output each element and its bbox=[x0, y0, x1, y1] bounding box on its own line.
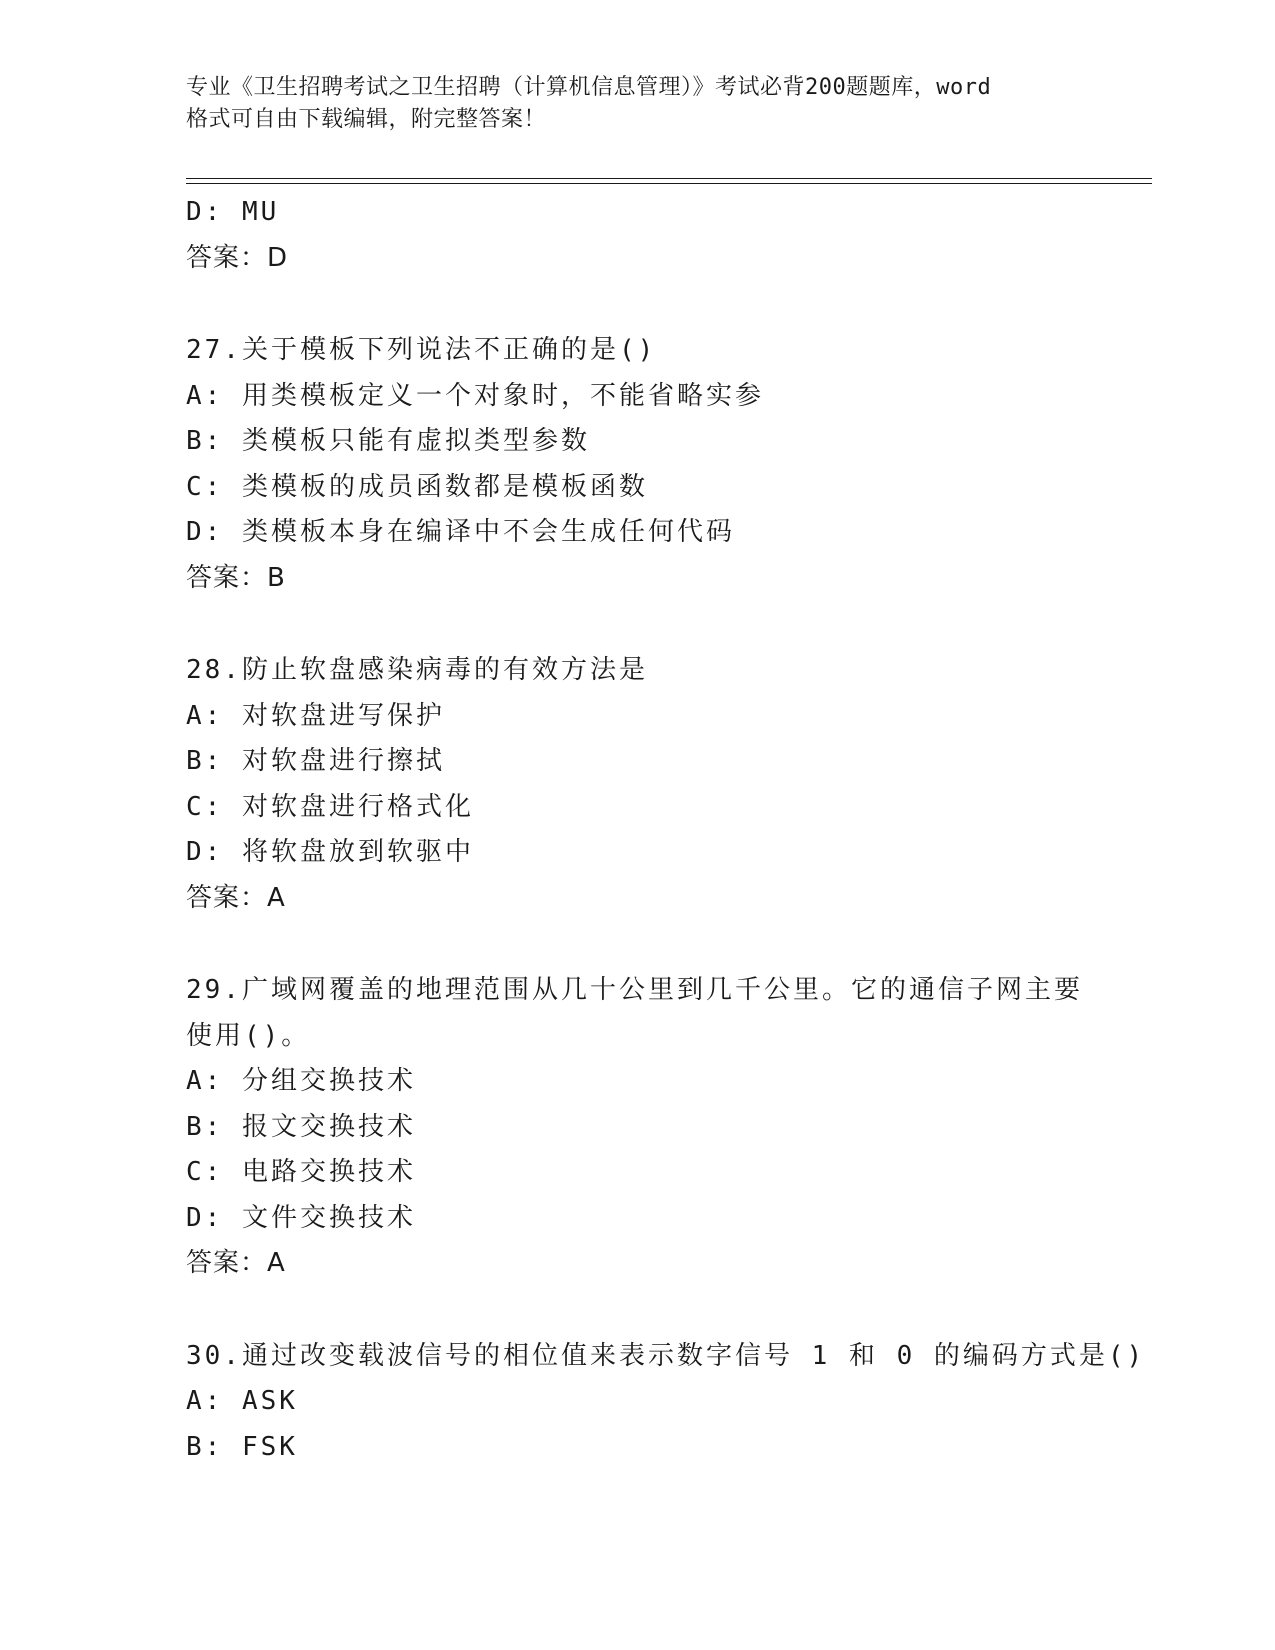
option-c: C: 电路交换技术 bbox=[186, 1157, 416, 1187]
document-body bbox=[186, 190, 1146, 1470]
question-stem: 30.通过改变载波信号的相位值来表示数字信号 1 和 0 的编码方式是() bbox=[186, 1340, 1146, 1371]
spacer bbox=[186, 921, 1086, 968]
spacer bbox=[186, 601, 1086, 648]
option-a: A: 对软盘进写保护 bbox=[186, 700, 445, 731]
header-divider-top bbox=[186, 178, 1152, 179]
header-divider-bottom bbox=[186, 183, 1152, 184]
question-stem-line-2: 使用()。 bbox=[186, 1020, 311, 1051]
question-stem: 27.关于模板下列说法不正确的是() bbox=[186, 335, 657, 365]
option-b: B: 类模板只能有虚拟类型参数 bbox=[186, 426, 590, 456]
header-title-line-2: 格式可自由下载编辑，附完整答案！ bbox=[186, 107, 547, 132]
answer-line: 答案：D bbox=[186, 242, 289, 273]
question-29 bbox=[186, 968, 1086, 1287]
spacer bbox=[186, 281, 1086, 328]
option-a: A: 分组交换技术 bbox=[186, 1066, 416, 1096]
option-b: B: 对软盘进行擦拭 bbox=[186, 746, 445, 776]
question-28 bbox=[186, 648, 1086, 921]
question-stem-line-1: 29.广域网覆盖的地理范围从几十公里到几千公里。它的通信子网主要 bbox=[186, 975, 1083, 1005]
option-d: D: 类模板本身在编译中不会生成任何代码 bbox=[186, 517, 735, 547]
document-header bbox=[186, 72, 1086, 136]
header-title-line-1: 专业《卫生招聘考试之卫生招聘（计算机信息管理）》考试必背200题题库，word bbox=[186, 75, 992, 100]
option-a: A: ASK bbox=[186, 1386, 298, 1416]
option-d: D: 文件交换技术 bbox=[186, 1202, 416, 1233]
question-27 bbox=[186, 328, 1086, 601]
answer-line: 答案：A bbox=[186, 882, 286, 913]
question-30 bbox=[186, 1334, 1146, 1471]
question-stem: 28.防止软盘感染病毒的有效方法是 bbox=[186, 655, 648, 685]
option-a: A: 用类模板定义一个对象时，不能省略实参 bbox=[186, 380, 764, 411]
option-c: C: 类模板的成员函数都是模板函数 bbox=[186, 471, 648, 502]
spacer bbox=[186, 1287, 1086, 1334]
answer-line: 答案：A bbox=[186, 1248, 286, 1278]
option-c: C: 对软盘进行格式化 bbox=[186, 791, 474, 822]
option-d: D: 将软盘放到软驱中 bbox=[186, 837, 474, 867]
question-26-tail bbox=[186, 190, 1086, 281]
option-d: D: MU bbox=[186, 197, 280, 227]
answer-line: 答案：B bbox=[186, 562, 286, 593]
option-b: B: 报文交换技术 bbox=[186, 1111, 416, 1142]
option-b: B: FSK bbox=[186, 1431, 298, 1462]
